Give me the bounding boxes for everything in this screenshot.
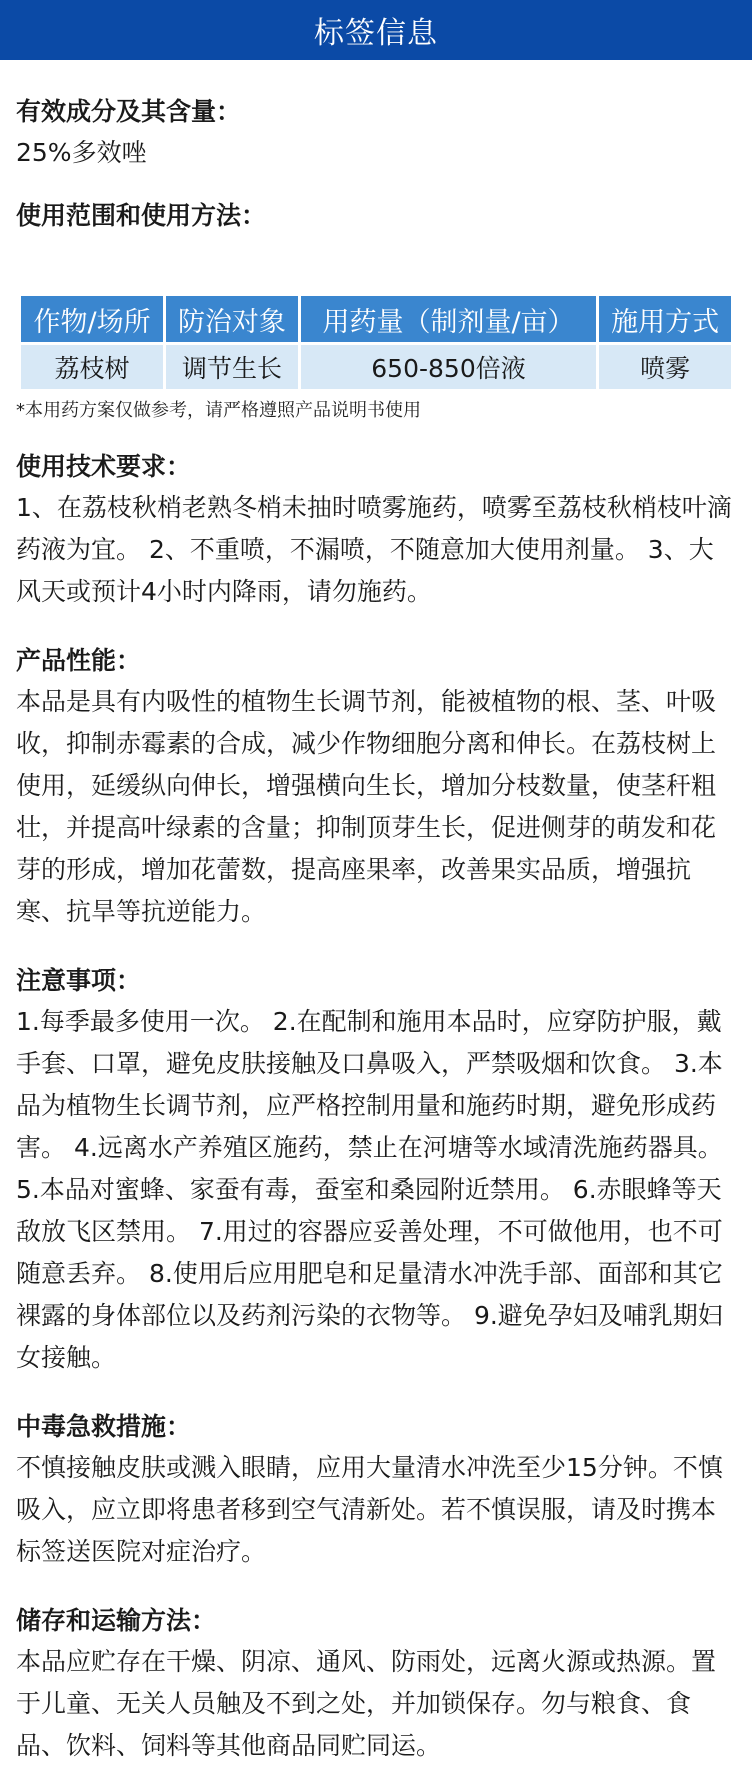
column-header-method: 施用方式 xyxy=(599,296,731,345)
dosage-table xyxy=(18,296,734,389)
cell-target: 调节生长 xyxy=(166,345,298,389)
storage-label: 储存和运输方法： xyxy=(16,1606,217,1635)
tech-label: 使用技术要求： xyxy=(16,452,192,481)
usage-note: *本用药方案仅做参考，请严格遵照产品说明书使用 xyxy=(16,400,421,421)
tech-text: 1、在荔枝秋梢老熟冬梢未抽时喷雾施药，喷雾至荔枝秋梢枝叶滴药液为宜。 2、不重喷，不漏喷，不随意加大使用剂量。 3、大风天或预计4小时内降雨，请勿施药。 xyxy=(16,493,732,606)
table-row xyxy=(21,345,731,389)
page-header xyxy=(0,0,752,60)
performance-label: 产品性能： xyxy=(16,646,142,675)
label-content xyxy=(0,92,752,1767)
storage-text: 本品应贮存在干燥、阴凉、通风、防雨处，远离火源或热源。置于儿童、无关人员触及不到之处，并加锁保存。勿与粮食、食品、饮料、饲料等其他商品同贮同运。 xyxy=(16,1647,717,1760)
performance-text: 本品是具有内吸性的植物生长调节剂，能被植物的根、茎、叶吸收，抑制赤霉素的合成，减少作物细胞分离和伸长。在荔枝树上使用，延缓纵向伸长，增强横向生长，增加分枝数量，使茎秆粗壮，并提高叶绿素的含量；抑制顶芽生长，促进侧芽的萌发和花芽的形成，增加花蕾数，提高座果率，改善果实品质，增强抗寒、抗旱等抗逆能力。 xyxy=(16,687,717,926)
firstaid-text: 不慎接触皮肤或溅入眼睛，应用大量清水冲洗至少15分钟。不慎吸入，应立即将患者移到空气清新处。若不慎误服，请及时携本标签送医院对症治疗。 xyxy=(16,1453,723,1566)
precautions-label: 注意事项： xyxy=(16,966,142,995)
table-header-row xyxy=(21,296,731,345)
cell-dosage: 650-850倍液 xyxy=(301,345,596,389)
precautions-text: 1.每季最多使用一次。 2.在配制和施用本品时，应穿防护服，戴手套、口罩，避免皮肤接触及口鼻吸入，严禁吸烟和饮食。 3.本品为植物生长调节剂，应严格控制用量和施药时期，避免形成药害。 4.远离水产养殖区施药，禁止在河塘等水域清洗施药器具。 5.本品对蜜蜂、家蚕有毒，蚕室和桑园附近禁用。 6.赤眼蜂等天敌放飞区禁用。 7.用过的容器应妥善处理，不可做他用，也不可随意丢弃。 8.使用后应用肥皂和足量清水冲洗手部、面部和其它裸露的身体部位以及药剂污染的衣物等。 9.避免孕妇及哺乳期妇女接触。 xyxy=(16,1007,723,1372)
column-header-target: 防治对象 xyxy=(166,296,298,345)
column-header-dosage: 用药量（制剂量/亩） xyxy=(301,296,596,345)
cell-crop: 荔枝树 xyxy=(21,345,163,389)
ingredient-label: 有效成分及其含量： xyxy=(16,97,242,126)
ingredient-value: 25%多效唑 xyxy=(16,138,147,167)
cell-method: 喷雾 xyxy=(599,345,731,389)
usage-label: 使用范围和使用方法： xyxy=(16,201,267,230)
column-header-crop: 作物/场所 xyxy=(21,296,163,345)
firstaid-label: 中毒急救措施： xyxy=(16,1412,192,1441)
page-title: 标签信息 xyxy=(314,16,438,51)
